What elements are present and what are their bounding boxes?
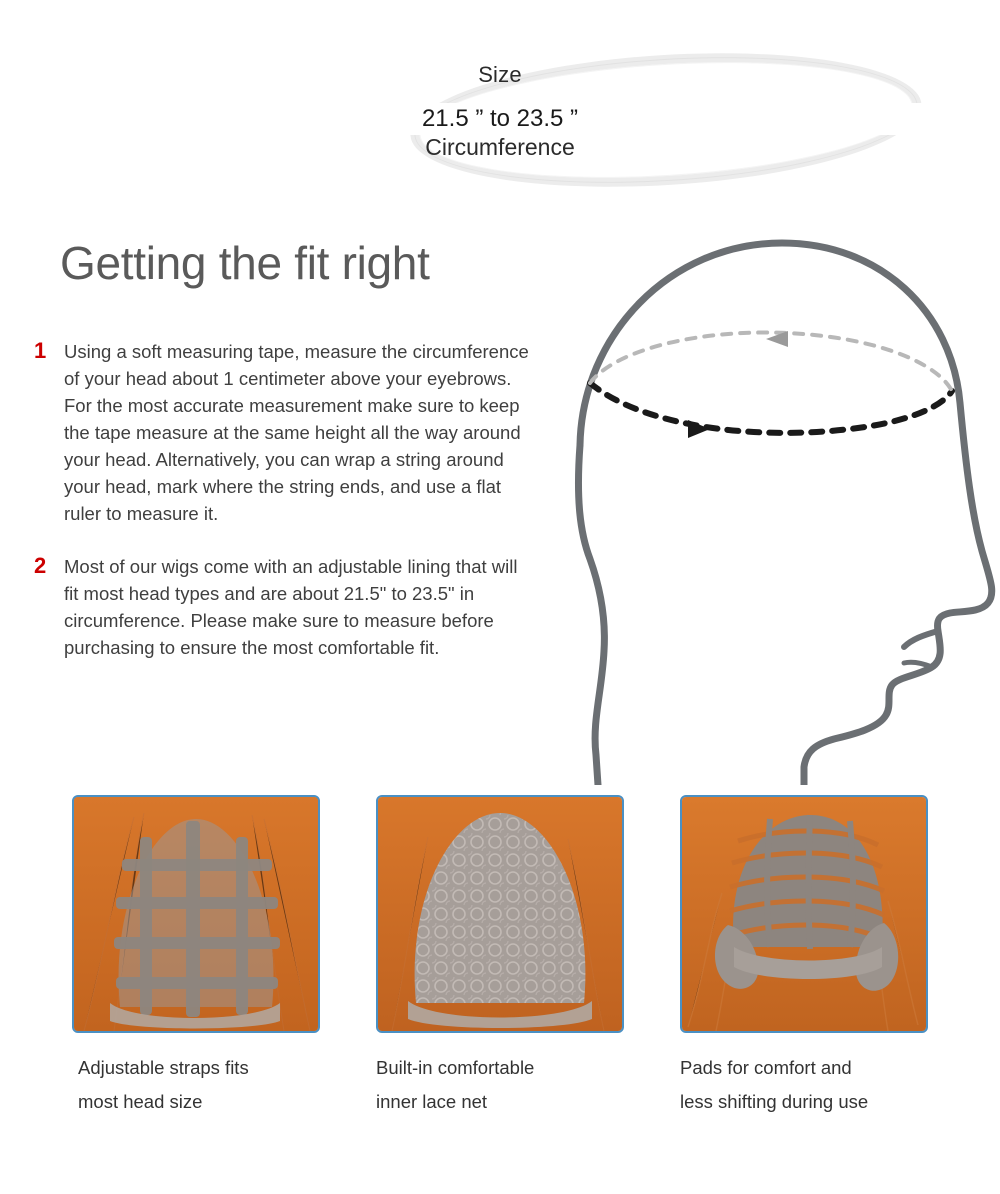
card-caption (72, 1051, 320, 1119)
step-text: Most of our wigs come with an adjustable lining that will fit most head types and are about 21.5" to 23.5" in circumference. Please make sure to measure before purchasing to ensure the most comfortable fit. (64, 556, 518, 658)
card-caption-line1: Pads for comfort and (680, 1057, 852, 1078)
step-number: 2 (34, 553, 47, 578)
head-diagram (520, 215, 1000, 785)
card-caption-line2: less shifting during use (680, 1091, 869, 1112)
feature-card-straps (72, 795, 320, 1119)
card-image-frame (376, 795, 624, 1033)
step-text: Using a soft measuring tape, measure the circumference of your head about 1 centimeter above your eyebrows. For the most accurate measurement make sure to keep the tape measure at the same height all the way around your head. Alternatively, you can wrap a string around your head, mark where the string ends, and use a flat ruler to measure it. (64, 341, 529, 524)
card-caption-line1: Built-in comfortable (376, 1057, 535, 1078)
card-caption (376, 1051, 624, 1119)
card-caption-line1: Adjustable straps fits (78, 1057, 249, 1078)
wig-cap-straps-illustration (74, 797, 318, 1031)
wig-cap-lace-illustration (378, 797, 622, 1031)
size-caption: Circumference (425, 134, 575, 160)
feature-cards (0, 795, 1000, 1119)
size-value: 21.5 ” to 23.5 ” (412, 105, 588, 132)
card-caption (680, 1051, 928, 1119)
size-value-wrap (0, 103, 1000, 135)
instruction-list (30, 338, 530, 687)
list-item (30, 553, 530, 661)
wig-cap-pads-illustration (682, 797, 926, 1031)
step-number: 1 (34, 338, 47, 363)
card-caption-line2: most head size (78, 1091, 203, 1112)
size-label: Size (478, 62, 522, 87)
tape-direction-arrow (688, 420, 710, 438)
size-banner (0, 0, 1000, 200)
page-title: Getting the fit right (60, 237, 430, 289)
card-caption-line2: inner lace net (376, 1091, 488, 1112)
card-image-frame (72, 795, 320, 1033)
feature-card-lace-net (376, 795, 624, 1119)
feature-card-pads (680, 795, 928, 1119)
card-image-frame (680, 795, 928, 1033)
list-item (30, 338, 530, 527)
head-profile-illustration (520, 215, 1000, 785)
